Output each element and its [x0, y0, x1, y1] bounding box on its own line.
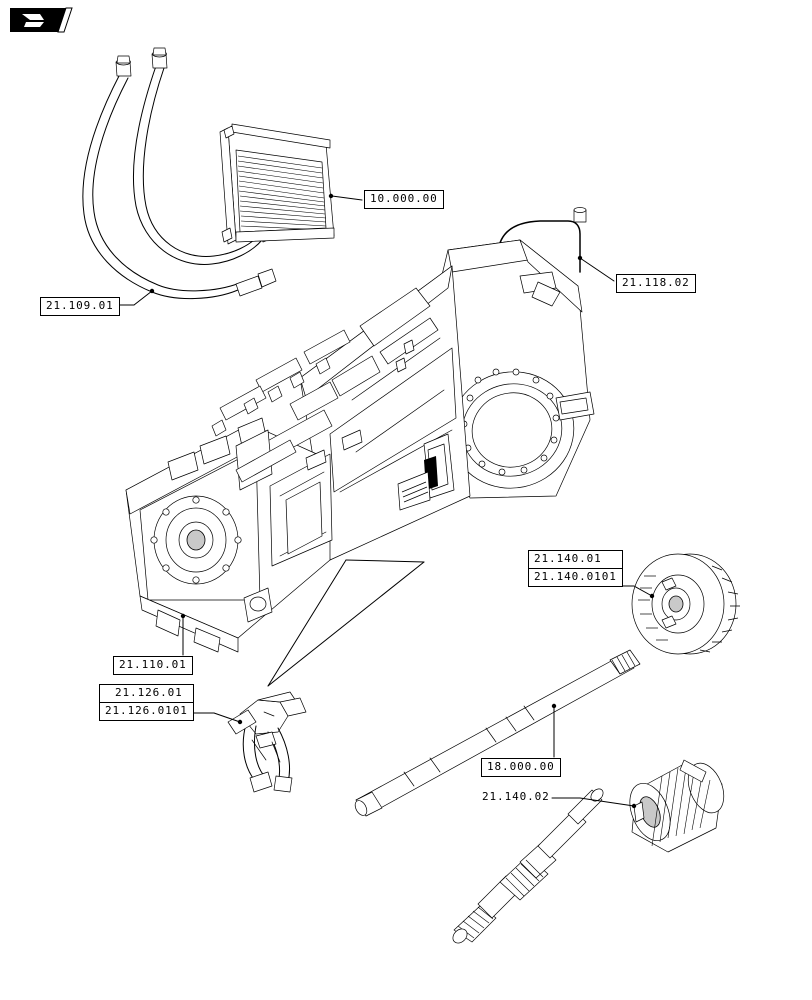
callout-21-126-0101[interactable]: 21.126.0101 [100, 702, 193, 720]
callout-21-140-01-group[interactable] [528, 550, 623, 587]
shift-fork-art [228, 692, 306, 792]
transmission-housing-art [126, 240, 594, 652]
callout-21-110-01[interactable]: 21.110.01 [113, 656, 193, 675]
callout-21-140-01[interactable]: 21.140.01 [534, 552, 602, 565]
callout-18-000-00[interactable]: 18.000.00 [481, 758, 561, 777]
oil-cooler-art [220, 124, 334, 244]
callout-10-000-00[interactable]: 10.000.00 [364, 190, 444, 209]
drive-gear-art [632, 554, 740, 654]
callout-21-140-02[interactable]: 21.140.02 [482, 790, 550, 803]
output-shaft-art [450, 787, 605, 946]
callout-21-109-01[interactable]: 21.109.01 [40, 297, 120, 316]
callout-21-126-01[interactable]: 21.126.01 [115, 686, 183, 699]
clutch-pack-art [622, 758, 731, 852]
callout-21-140-0101[interactable]: 21.140.0101 [529, 568, 622, 586]
callout-21-118-02[interactable]: 21.118.02 [616, 274, 696, 293]
brand-flag-logo-art [10, 8, 72, 32]
callout-21-126-01-group[interactable] [99, 684, 194, 721]
